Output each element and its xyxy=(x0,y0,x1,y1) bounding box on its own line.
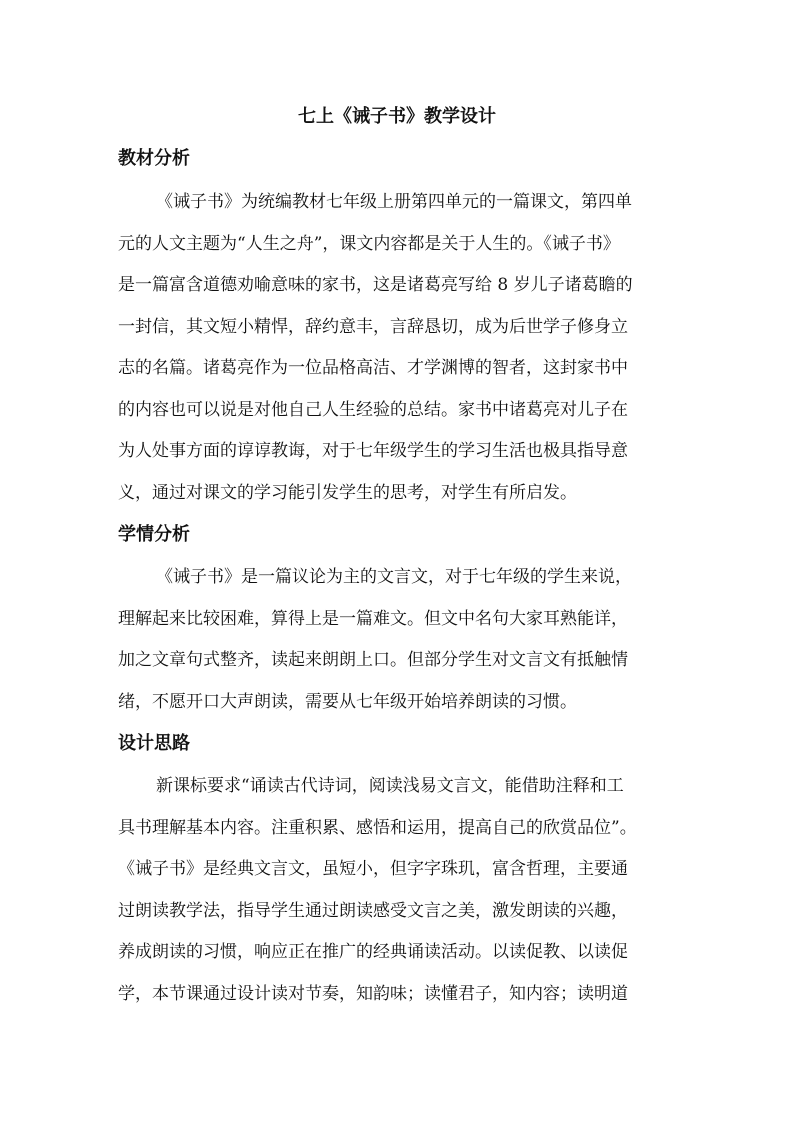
text-line: 是一篇富含道德劝喻意味的家书，这是诸葛亮写给 8 岁儿子诸葛瞻的 xyxy=(118,275,633,295)
text-line: 《诫子书》为统编教材七年级上册第四单元的一篇课文，第四单 xyxy=(156,192,632,212)
text-line: 新课标要求“诵读古代诗词，阅读浅易文言文，能借助注释和工 xyxy=(156,776,624,796)
text-line: 《诫子书》是一篇议论为主的文言文，对于七年级的学生来说， xyxy=(156,567,632,587)
section-heading-learner-analysis: 学情分析 xyxy=(118,524,190,545)
text-line: 志的名篇。诸葛亮作为一位品格高洁、才学渊博的智者，这封家书中 xyxy=(118,358,628,378)
text-line: 义，通过对课文的学习能引发学生的思考，对学生有所启发。 xyxy=(118,482,577,503)
text-line: 具书理解基本内容。注重积累、感悟和运用，提高自己的欣赏品位”。 xyxy=(118,817,637,838)
text-line: 理解起来比较困难，算得上是一篇难文。但文中名句大家耳熟能详， xyxy=(118,608,628,629)
text-line: 绪，不愿开口大声朗读，需要从七年级开始培养朗读的习惯。 xyxy=(118,691,577,712)
text-line: 元的人文主题为“人生之舟”，课文内容都是关于人生的。《诫子书》 xyxy=(118,233,620,254)
text-line: 过朗读教学法，指导学生通过朗读感受文言之美，激发朗读的兴趣， xyxy=(118,900,628,921)
paragraph-design-rationale xyxy=(118,773,678,1022)
paragraph-textbook-analysis xyxy=(118,189,678,521)
section-heading-textbook-analysis: 教材分析 xyxy=(118,148,190,169)
paragraph-learner-analysis xyxy=(118,564,678,730)
text-line: 养成朗读的习惯，响应正在推广的经典诵读活动。以读促教、以读促 xyxy=(118,942,628,962)
text-line: 的内容也可以说是对他自己人生经验的总结。家书中诸葛亮对儿子在 xyxy=(118,399,628,420)
text-line: 一封信，其文短小精悍，辞约意丰，言辞恳切，成为后世学子修身立 xyxy=(118,316,628,337)
text-line: 加之文章句式整齐，读起来朗朗上口。但部分学生对文言文有抵触情 xyxy=(118,650,628,670)
page-title: 七上《诫子书》教学设计 xyxy=(298,106,496,127)
text-line: 《诫子书》是经典文言文，虽短小，但字字珠玑，富含哲理，主要通 xyxy=(118,859,628,879)
text-line: 为人处事方面的谆谆教诲，对于七年级学生的学习生活也极具指导意 xyxy=(118,441,628,461)
section-heading-design-rationale: 设计思路 xyxy=(118,733,190,754)
text-line: 学，本节课通过设计读对节奏，知韵味；读懂君子，知内容；读明道 xyxy=(118,983,628,1004)
